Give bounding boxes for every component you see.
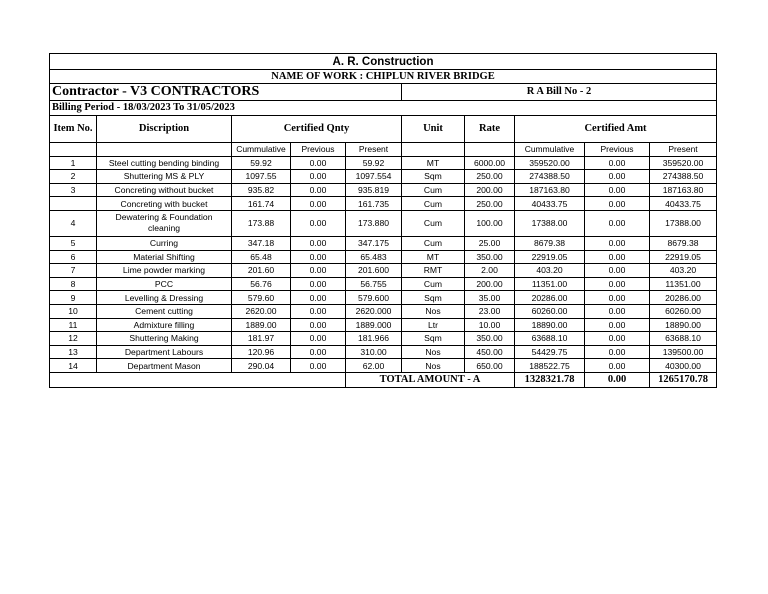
- amount-present: 8679.38: [650, 236, 717, 250]
- column-header-row: [50, 116, 717, 143]
- header-item-no: Item No.: [50, 116, 97, 143]
- total-amount-present: 1265170.78: [650, 372, 717, 387]
- item-description: Shuttering MS & PLY: [97, 170, 232, 184]
- item-number: 2: [50, 170, 97, 184]
- item-rate: 23.00: [465, 304, 515, 318]
- amount-present: 11351.00: [650, 277, 717, 291]
- item-unit: Sqm: [402, 291, 465, 305]
- amount-present: 22919.05: [650, 250, 717, 264]
- amount-cumulative: 60260.00: [515, 304, 585, 318]
- item-description: Concreting with bucket: [97, 197, 232, 211]
- qty-present: 935.819: [346, 183, 402, 197]
- qty-previous: 0.00: [291, 304, 346, 318]
- qty-cumulative: 173.88: [232, 210, 291, 236]
- header-rate: Rate: [465, 116, 515, 143]
- item-number: 4: [50, 210, 97, 236]
- subheader-amt-previous: Previous: [585, 143, 650, 157]
- company-name: A. R. Construction: [50, 54, 717, 70]
- qty-cumulative: 161.74: [232, 197, 291, 211]
- qty-previous: 0.00: [291, 250, 346, 264]
- total-label: TOTAL AMOUNT - A: [346, 372, 515, 387]
- item-number: 8: [50, 277, 97, 291]
- amount-previous: 0.00: [585, 197, 650, 211]
- qty-cumulative: 59.92: [232, 156, 291, 170]
- amount-present: 18890.00: [650, 318, 717, 332]
- total-amount-previous: 0.00: [585, 372, 650, 387]
- total-amount-cumulative: 1328321.78: [515, 372, 585, 387]
- item-description: Concreting without bucket: [97, 183, 232, 197]
- item-unit: MT: [402, 250, 465, 264]
- qty-previous: 0.00: [291, 277, 346, 291]
- table-row: [50, 291, 717, 305]
- total-blank: [50, 372, 346, 387]
- table-row: [50, 318, 717, 332]
- item-description: Curring: [97, 236, 232, 250]
- qty-cumulative: 1097.55: [232, 170, 291, 184]
- qty-previous: 0.00: [291, 210, 346, 236]
- item-unit: Nos: [402, 345, 465, 359]
- item-number: 14: [50, 359, 97, 373]
- item-rate: 200.00: [465, 277, 515, 291]
- item-unit: Cum: [402, 183, 465, 197]
- amount-present: 60260.00: [650, 304, 717, 318]
- qty-present: 161.735: [346, 197, 402, 211]
- table-row: [50, 264, 717, 278]
- item-unit: Ltr: [402, 318, 465, 332]
- amount-previous: 0.00: [585, 277, 650, 291]
- amount-cumulative: 11351.00: [515, 277, 585, 291]
- item-unit: Cum: [402, 197, 465, 211]
- amount-previous: 0.00: [585, 345, 650, 359]
- qty-previous: 0.00: [291, 332, 346, 346]
- qty-present: 65.483: [346, 250, 402, 264]
- amount-cumulative: 63688.10: [515, 332, 585, 346]
- amount-previous: 0.00: [585, 304, 650, 318]
- table-row: [50, 332, 717, 346]
- amount-present: 40300.00: [650, 359, 717, 373]
- item-number: 10: [50, 304, 97, 318]
- amount-previous: 0.00: [585, 210, 650, 236]
- subheader-blank: [465, 143, 515, 157]
- qty-previous: 0.00: [291, 291, 346, 305]
- qty-present: 201.600: [346, 264, 402, 278]
- subheader-blank: [97, 143, 232, 157]
- amount-cumulative: 187163.80: [515, 183, 585, 197]
- qty-cumulative: 347.18: [232, 236, 291, 250]
- amount-present: 20286.00: [650, 291, 717, 305]
- item-rate: 250.00: [465, 170, 515, 184]
- amount-previous: 0.00: [585, 250, 650, 264]
- item-rate: 100.00: [465, 210, 515, 236]
- qty-present: 2620.000: [346, 304, 402, 318]
- header-certified-qnty: Certified Qnty: [232, 116, 402, 143]
- item-number: 11: [50, 318, 97, 332]
- amount-cumulative: 40433.75: [515, 197, 585, 211]
- amount-cumulative: 359520.00: [515, 156, 585, 170]
- subheader-blank: [402, 143, 465, 157]
- item-number: 12: [50, 332, 97, 346]
- qty-previous: 0.00: [291, 264, 346, 278]
- ra-bill-number: R A Bill No - 2: [402, 84, 717, 101]
- qty-present: 1889.000: [346, 318, 402, 332]
- qty-present: 181.966: [346, 332, 402, 346]
- qty-present: 56.755: [346, 277, 402, 291]
- qty-present: 347.175: [346, 236, 402, 250]
- item-number: 3: [50, 183, 97, 197]
- qty-cumulative: 1889.00: [232, 318, 291, 332]
- item-number: 13: [50, 345, 97, 359]
- contractor-row: [50, 84, 717, 101]
- qty-cumulative: 201.60: [232, 264, 291, 278]
- amount-previous: 0.00: [585, 291, 650, 305]
- item-description: Department Labours: [97, 345, 232, 359]
- qty-previous: 0.00: [291, 156, 346, 170]
- subheader-qty-cumulative: Cummulative: [232, 143, 291, 157]
- amount-cumulative: 188522.75: [515, 359, 585, 373]
- work-name: NAME OF WORK : CHIPLUN RIVER BRIDGE: [50, 70, 717, 84]
- billing-period: Billing Period - 18/03/2023 To 31/05/2023: [50, 101, 717, 116]
- table-row: [50, 345, 717, 359]
- table-row: [50, 210, 717, 236]
- qty-cumulative: 2620.00: [232, 304, 291, 318]
- header-description: Discription: [97, 116, 232, 143]
- table-row: [50, 170, 717, 184]
- item-number: 6: [50, 250, 97, 264]
- amount-previous: 0.00: [585, 156, 650, 170]
- table-row: [50, 304, 717, 318]
- work-row: [50, 70, 717, 84]
- amount-cumulative: 54429.75: [515, 345, 585, 359]
- item-description: Steel cutting bending binding: [97, 156, 232, 170]
- amount-present: 187163.80: [650, 183, 717, 197]
- table-row: [50, 277, 717, 291]
- header-unit: Unit: [402, 116, 465, 143]
- item-number: [50, 197, 97, 211]
- item-rate: 450.00: [465, 345, 515, 359]
- amount-cumulative: 22919.05: [515, 250, 585, 264]
- amount-cumulative: 403.20: [515, 264, 585, 278]
- amount-present: 359520.00: [650, 156, 717, 170]
- amount-present: 40433.75: [650, 197, 717, 211]
- qty-previous: 0.00: [291, 345, 346, 359]
- item-description: Levelling & Dressing: [97, 291, 232, 305]
- certified-bill-table: [49, 53, 717, 388]
- qty-previous: 0.00: [291, 318, 346, 332]
- qty-cumulative: 290.04: [232, 359, 291, 373]
- item-description: PCC: [97, 277, 232, 291]
- amount-cumulative: 17388.00: [515, 210, 585, 236]
- qty-present: 579.600: [346, 291, 402, 305]
- amount-previous: 0.00: [585, 183, 650, 197]
- item-number: 1: [50, 156, 97, 170]
- qty-present: 310.00: [346, 345, 402, 359]
- qty-previous: 0.00: [291, 236, 346, 250]
- item-unit: Sqm: [402, 170, 465, 184]
- table-row: [50, 359, 717, 373]
- item-rate: 350.00: [465, 332, 515, 346]
- item-unit: RMT: [402, 264, 465, 278]
- amount-present: 63688.10: [650, 332, 717, 346]
- item-unit: MT: [402, 156, 465, 170]
- billing-row: [50, 101, 717, 116]
- item-rate: 250.00: [465, 197, 515, 211]
- item-number: 5: [50, 236, 97, 250]
- total-row: [50, 372, 717, 387]
- amount-previous: 0.00: [585, 264, 650, 278]
- item-description: Lime powder marking: [97, 264, 232, 278]
- item-number: 9: [50, 291, 97, 305]
- table-row: [50, 183, 717, 197]
- subheader-qty-previous: Previous: [291, 143, 346, 157]
- item-description: Cement cutting: [97, 304, 232, 318]
- item-rate: 650.00: [465, 359, 515, 373]
- qty-cumulative: 56.76: [232, 277, 291, 291]
- amount-previous: 0.00: [585, 236, 650, 250]
- amount-present: 274388.50: [650, 170, 717, 184]
- amount-cumulative: 274388.50: [515, 170, 585, 184]
- amount-cumulative: 20286.00: [515, 291, 585, 305]
- item-unit: Cum: [402, 236, 465, 250]
- amount-present: 139500.00: [650, 345, 717, 359]
- item-rate: 35.00: [465, 291, 515, 305]
- item-number: 7: [50, 264, 97, 278]
- table-row: [50, 197, 717, 211]
- table-row: [50, 236, 717, 250]
- item-description: Department Mason: [97, 359, 232, 373]
- header-certified-amt: Certified Amt: [515, 116, 717, 143]
- item-rate: 6000.00: [465, 156, 515, 170]
- amount-previous: 0.00: [585, 170, 650, 184]
- qty-previous: 0.00: [291, 359, 346, 373]
- qty-cumulative: 935.82: [232, 183, 291, 197]
- subheader-amt-cumulative: Cummulative: [515, 143, 585, 157]
- qty-present: 59.92: [346, 156, 402, 170]
- table-row: [50, 250, 717, 264]
- amount-previous: 0.00: [585, 359, 650, 373]
- item-rate: 2.00: [465, 264, 515, 278]
- qty-present: 1097.554: [346, 170, 402, 184]
- amount-cumulative: 8679.38: [515, 236, 585, 250]
- item-description: Dewatering & Foundation cleaning: [97, 210, 232, 236]
- item-description: Material Shifting: [97, 250, 232, 264]
- amount-present: 17388.00: [650, 210, 717, 236]
- item-unit: Nos: [402, 304, 465, 318]
- company-row: [50, 54, 717, 70]
- amount-present: 403.20: [650, 264, 717, 278]
- qty-cumulative: 120.96: [232, 345, 291, 359]
- contractor-name: Contractor - V3 CONTRACTORS: [50, 84, 402, 101]
- qty-cumulative: 181.97: [232, 332, 291, 346]
- subheader-qty-present: Present: [346, 143, 402, 157]
- qty-previous: 0.00: [291, 197, 346, 211]
- subheader-amt-present: Present: [650, 143, 717, 157]
- item-unit: Sqm: [402, 332, 465, 346]
- item-rate: 350.00: [465, 250, 515, 264]
- qty-cumulative: 65.48: [232, 250, 291, 264]
- sub-header-row: [50, 143, 717, 157]
- item-description: Shuttering Making: [97, 332, 232, 346]
- amount-previous: 0.00: [585, 332, 650, 346]
- table-row: [50, 156, 717, 170]
- qty-present: 62.00: [346, 359, 402, 373]
- item-unit: Cum: [402, 277, 465, 291]
- qty-previous: 0.00: [291, 170, 346, 184]
- item-rate: 10.00: [465, 318, 515, 332]
- item-description: Admixture filling: [97, 318, 232, 332]
- item-rate: 200.00: [465, 183, 515, 197]
- item-unit: Cum: [402, 210, 465, 236]
- subheader-blank: [50, 143, 97, 157]
- item-unit: Nos: [402, 359, 465, 373]
- qty-present: 173.880: [346, 210, 402, 236]
- amount-cumulative: 18890.00: [515, 318, 585, 332]
- qty-cumulative: 579.60: [232, 291, 291, 305]
- amount-previous: 0.00: [585, 318, 650, 332]
- item-rate: 25.00: [465, 236, 515, 250]
- qty-previous: 0.00: [291, 183, 346, 197]
